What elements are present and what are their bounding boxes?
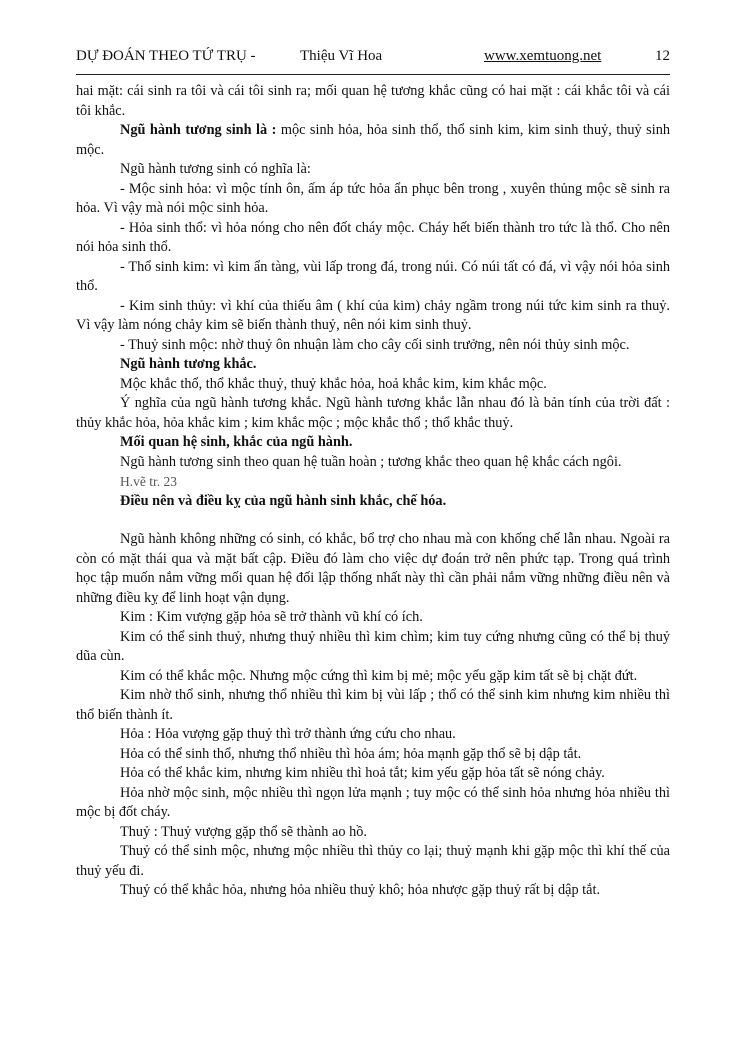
paragraph: Ngũ hành tương sinh theo quan hệ tuần hoàn ; tương khắc theo quan hệ khắc cách ngôi. — [120, 453, 622, 470]
header-divider — [76, 74, 670, 75]
paragraph: Ngũ hành tương sinh có nghĩa là: — [120, 161, 311, 177]
header-author: Thiệu Vĩ Hoa — [300, 48, 383, 64]
paragraph: Ngũ hành không những có sinh, có khắc, bổ trợ cho nhau mà con khống chế lẫn nhau. Ngoài ra còn có mặt thái qua và mặt bất cập. Điều đó làm cho việc dự đoán trở nên phức tạp. Trong quá trình học tập muốn nắm vững mối quan hệ đối lập thống nhất này thì cần phải nắm vững những điều nên và những điều kỵ để linh hoạt vận dụng. — [76, 531, 670, 606]
list-item: - Kim sinh thủy: vì khí của thiếu âm ( khí của kim) chảy ngầm trong núi tức kim sinh ra thuỷ. Vì vậy làm nóng chảy kim sẽ biến thành thuỷ, nên nói kim sinh thuỷ. — [76, 297, 670, 333]
paragraph: Hỏa : Hỏa vượng gặp thuỷ thì trở thành ứng cứu cho nhau. — [120, 726, 456, 742]
page-header — [76, 44, 670, 74]
paragraph: Thuỷ có thể khắc hỏa, nhưng hỏa nhiều thuỷ khô; hỏa nhược gặp thuỷ rất bị dập tắt. — [120, 882, 601, 898]
list-item: - Thổ sinh kim: vì kim ẩn tàng, vùi lấp trong đá, trong núi. Có núi tất có đá, vì vậy nói hỏa sinh thổ. — [76, 258, 670, 294]
page-number: 12 — [655, 48, 670, 64]
paragraph: Ý nghĩa của ngũ hành tương khắc. Ngũ hành tương khắc lẫn nhau đó là bản tính của trời đất : thủy khắc hỏa, hỏa khắc kim ; kim khắc mộc ; mộc khắc thổ ; thổ khắc thuỷ. — [76, 395, 670, 431]
inline-heading: Ngũ hành tương sinh là : — [120, 122, 277, 138]
paragraph: Kim nhờ thổ sinh, nhưng thổ nhiều thì kim bị vùi lấp ; thổ có thể sinh kim nhưng kim nhiều thì thổ biến thành ít. — [76, 687, 670, 723]
paragraph: Thuỷ : Thuỷ vượng gặp thổ sẽ thành ao hồ. — [120, 823, 367, 840]
list-item: - Mộc sinh hỏa: vì mộc tính ôn, ấm áp tức hỏa ẩn phục bên trong , xuyên thủng mộc sẽ sinh ra hỏa. Vì vậy mà nói mộc sinh hỏa. — [76, 180, 670, 216]
paragraph: Kim có thể sinh thuỷ, nhưng thuỷ nhiều thì kim chìm; kim tuy cứng nhưng cũng có thể bị thuỷ dũa cùn. — [76, 628, 670, 664]
list-item: - Thuỷ sinh mộc: nhờ thuỷ ôn nhuận làm cho cây cối sinh trưởng, nên nói thủy sinh mộc. — [120, 336, 630, 353]
paragraph — [76, 121, 670, 160]
header-website-link[interactable]: www.xemtuong.net — [484, 48, 602, 64]
spacer — [76, 511, 670, 530]
paragraph: Thuỷ có thể sinh mộc, nhưng mộc nhiều thì thủy co lại; thuỷ mạnh khi gặp mộc thì khí thế của thuỷ yếu đi. — [76, 843, 670, 879]
paragraph: Kim có thể khắc mộc. Nhưng mộc cứng thì kim bị mẻ; mộc yếu gặp kim tất sẽ bị chặt đứt. — [120, 667, 638, 684]
section-heading: Điều nên và điều kỵ của ngũ hành sinh khắc, chế hóa. — [120, 492, 447, 509]
document-body — [76, 82, 670, 901]
paragraph-text: mộc sinh hỏa, hỏa sinh thổ, thổ sinh kim, kim sinh thuỷ, thuỷ sinh mộc. — [76, 122, 670, 158]
figure-reference: H.vẽ tr. 23 — [120, 474, 177, 489]
header-book-title: DỰ ĐOÁN THEO TỨ TRỤ - — [76, 48, 256, 64]
paragraph: Hỏa có thể khắc kim, nhưng kim nhiều thì hoả tắt; kim yếu gặp hỏa tất sẽ nóng chảy. — [120, 765, 605, 781]
section-heading: Mối quan hệ sinh, khắc của ngũ hành. — [120, 434, 353, 450]
paragraph: Hỏa có thể sinh thổ, nhưng thổ nhiều thì hỏa ám; hỏa mạnh gặp thổ sẽ bị dập tắt. — [120, 745, 582, 762]
list-item: - Hỏa sinh thổ: vì hỏa nóng cho nên đốt cháy mộc. Cháy hết biến thành tro tức là thổ. Cho nên nói hỏa sinh thổ. — [76, 219, 670, 255]
paragraph: hai mặt: cái sinh ra tôi và cái tôi sinh ra; mối quan hệ tương khắc cũng có hai mặt : cái khắc tôi và cái tôi khắc. — [76, 83, 670, 119]
paragraph: Kim : Kim vượng gặp hỏa sẽ trở thành vũ khí có ích. — [120, 609, 423, 625]
paragraph: Mộc khắc thổ, thổ khắc thuỷ, thuỷ khắc hỏa, hoả khắc kim, kim khắc mộc. — [120, 375, 547, 392]
section-heading: Ngũ hành tương khắc. — [120, 356, 257, 372]
paragraph: Hỏa nhờ mộc sinh, mộc nhiều thì ngọn lửa mạnh ; tuy mộc có thể sinh hỏa nhưng hỏa nhiều thì mộc bị đốt cháy. — [76, 784, 670, 820]
